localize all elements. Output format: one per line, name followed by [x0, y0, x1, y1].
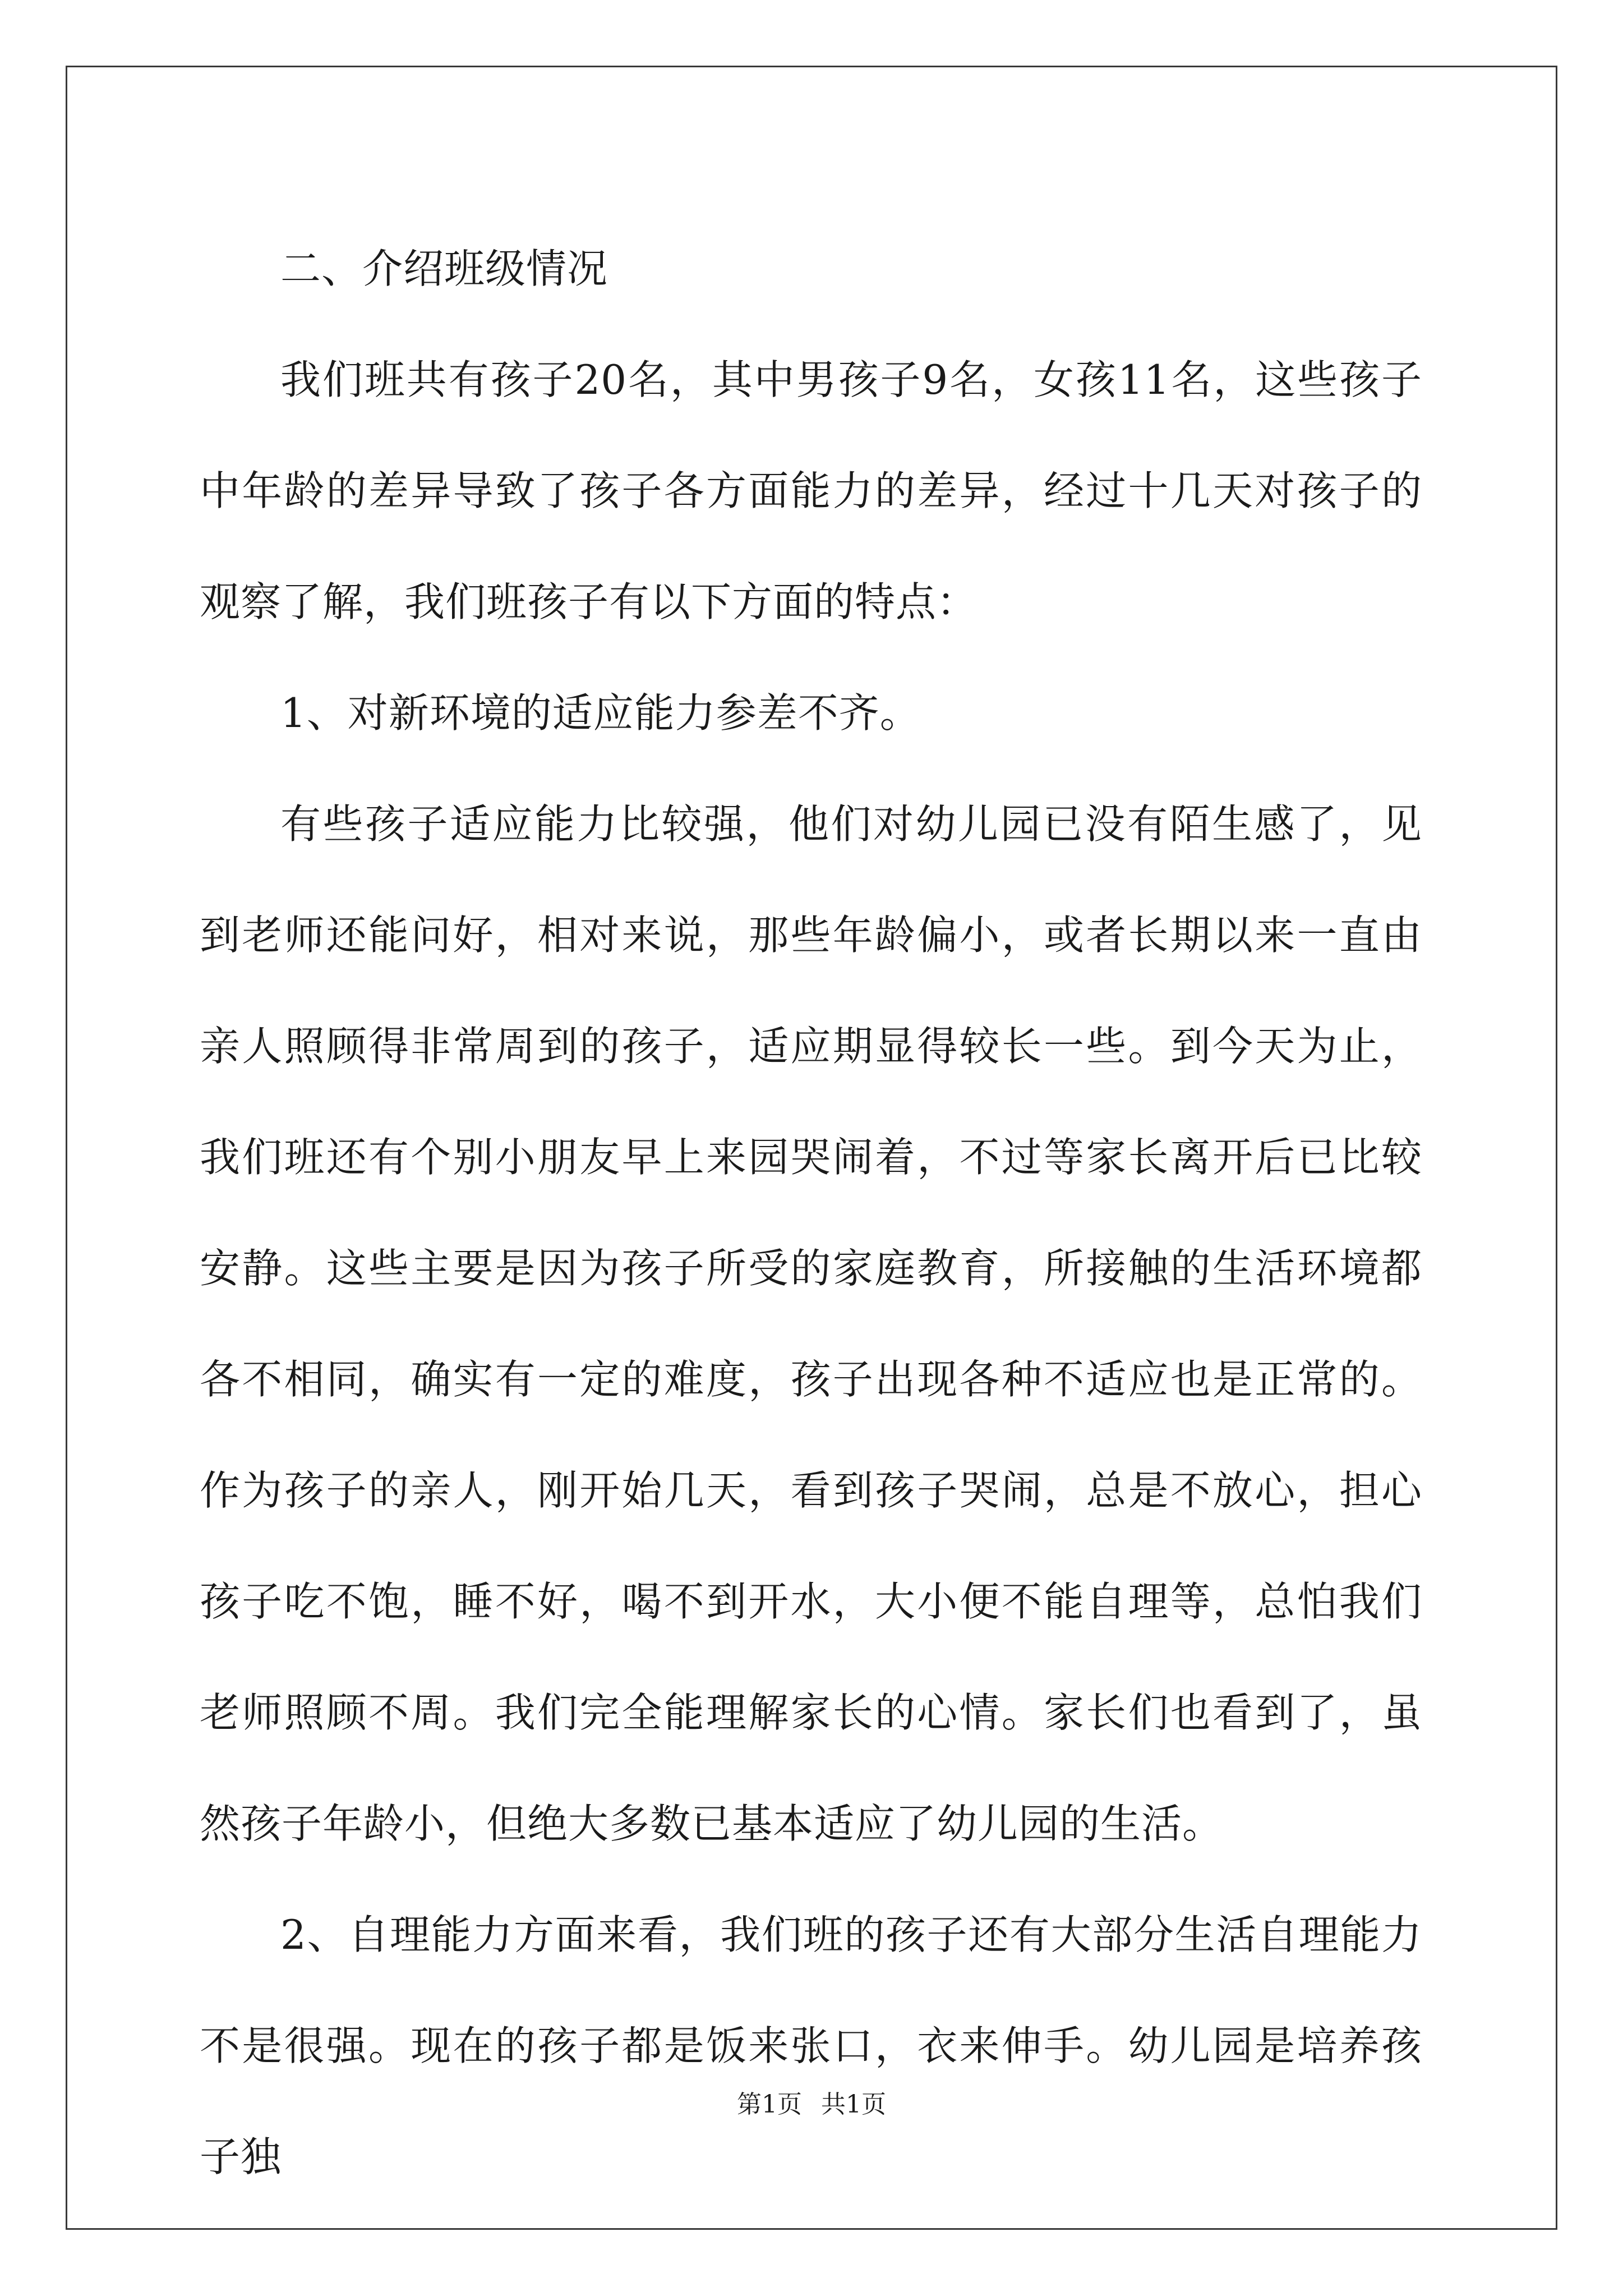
document-body — [200, 213, 1422, 2212]
paragraph-point-1-title: 1、对新环境的适应能力参差不齐。 — [280, 689, 921, 737]
paragraph-class-overview: 我们班共有孩子20名，其中男孩子9名，女孩11名，这些孩子中年龄的差异导致了孩子各方面能力的差异，经过十几天对孩子的观察了解，我们班孩子有以下方面的特点： — [200, 356, 1422, 625]
section-heading: 二、介绍班级情况 — [280, 245, 608, 292]
paragraph-adaptation-detail: 有些孩子适应能力比较强，他们对幼儿园已没有陌生感了，见到老师还能问好，相对来说，那些年龄偏小，或者长期以来一直由亲人照顾得非常周到的孩子，适应期显得较长一些。到今天为止，我们班还有个别小朋友早上来园哭闹着，不过等家长离开后已比较安静。这些主要是因为孩子所受的家庭教育，所接触的生活环境都各不相同，确实有一定的难度，孩子出现各种不适应也是正常的。作为孩子的亲人，刚开始几天，看到孩子哭闹，总是不放心，担心孩子吃不饱，睡不好，喝不到开水，大小便不能自理等，总怕我们老师照顾不周。我们完全能理解家长的心情。家长们也看到了，虽然孩子年龄小，但绝大多数已基本适应了幼儿园的生活。 — [200, 800, 1422, 1847]
page-footer — [0, 2088, 1623, 2122]
page-total: 共1页 — [821, 2090, 886, 2119]
paragraph-point-2-self-care: 2、自理能力方面来看，我们班的孩子还有大部分生活自理能力不是很强。现在的孩子都是饭来张口，衣来伸手。幼儿园是培养孩子独 — [200, 1911, 1422, 2180]
page-number: 第1页 — [737, 2090, 802, 2119]
